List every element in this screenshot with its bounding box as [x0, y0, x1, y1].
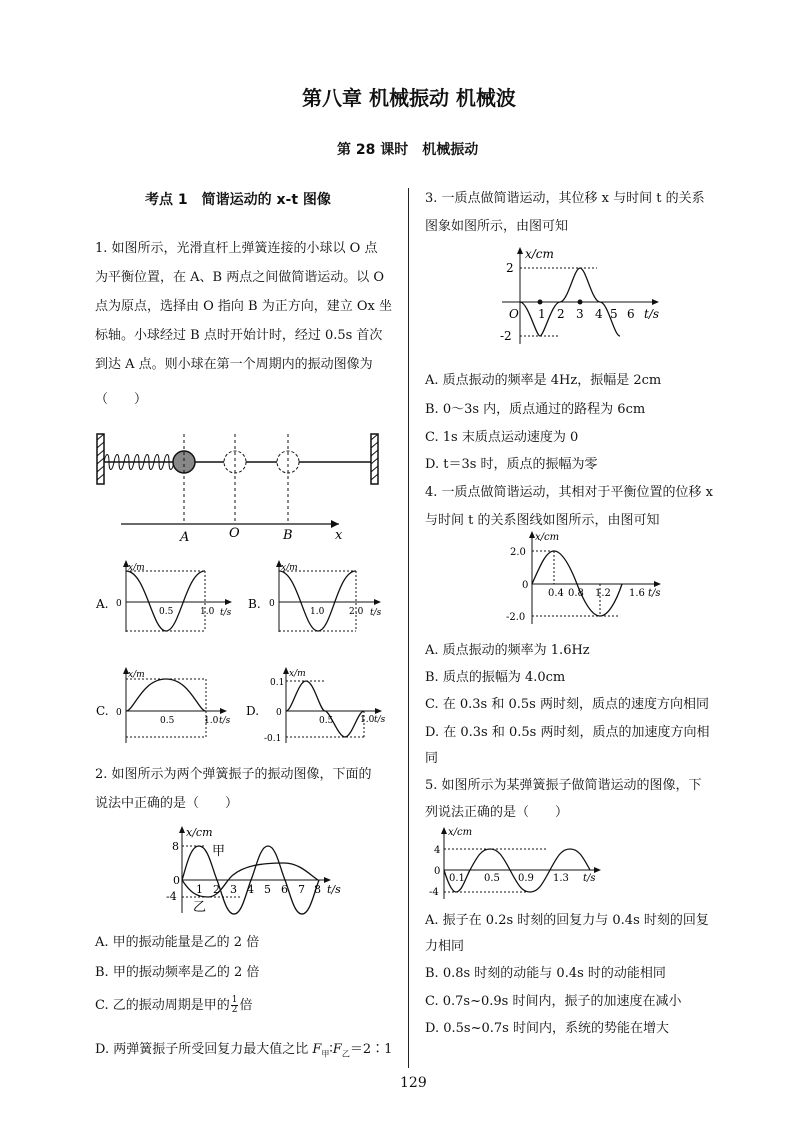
question-2-option-d[interactable]: D. 两弹簧振子所受回复力最大值之比 $F_甲∶F_乙=2∶1$: [95, 1042, 393, 1059]
spring-oscillator-figure: [95, 428, 385, 548]
label-b: B: [283, 528, 293, 543]
tick-label: 2: [506, 261, 514, 275]
origin-label: 0: [522, 580, 529, 591]
axis-label: x/cm: [535, 532, 560, 543]
option-letter: A.: [96, 597, 109, 611]
axis-label: t/s: [370, 608, 382, 618]
option-b-graph[interactable]: [248, 558, 398, 638]
tick-label: 1.6: [629, 588, 645, 599]
left-wall: [97, 434, 104, 484]
question-5-option-c[interactable]: C. 0.7s~0.9s 时间内，振子的加速度在减小: [425, 994, 682, 1009]
axis-label: t/s: [219, 716, 231, 726]
question-1-line: 到达 A 点。则小球在第一个周期内的振动图像为: [95, 357, 373, 372]
axis-label: x/cm: [186, 826, 213, 839]
axis-label: t/s: [644, 307, 660, 321]
question-2-line: 2. 如图所示为两个弹簧振子的振动图像，下面的: [95, 767, 372, 782]
option-d-curve: [286, 681, 364, 737]
question-3-option-b[interactable]: B. 0～3s 内，质点通过的路程为 6cm: [425, 402, 646, 417]
tick-label: 5: [264, 883, 271, 896]
question-4-line: 4. 一质点做简谐运动，其相对于平衡位置的位移 x: [425, 485, 713, 500]
question-1-line: 为平衡位置，在 A、B 两点之间做简谐运动。以 O: [95, 270, 384, 285]
origin-label: 0: [173, 874, 180, 887]
tick-label: 0.5: [484, 873, 500, 884]
tick-label: 3: [230, 883, 237, 896]
question-3-line: 图象如图所示，由图可知: [425, 219, 569, 234]
tick-label: 0.4: [548, 588, 564, 599]
question-4-graph: [498, 528, 673, 628]
tick-label: 8: [314, 883, 321, 896]
question-2-graph: [160, 823, 360, 915]
x-tick-labels: [449, 873, 569, 884]
question-5-option-a-cont: 力相同: [425, 939, 465, 954]
option-letter: C.: [96, 704, 109, 718]
right-wall: [371, 434, 378, 484]
question-2-line: 说法中正确的是（ ）: [95, 796, 239, 811]
label-jia: 甲: [212, 844, 226, 859]
label-x: x: [335, 528, 343, 543]
question-5-graph: [428, 825, 608, 903]
question-3-option-c[interactable]: C. 1s 末质点运动速度为 0: [425, 430, 579, 445]
origin-label: 0: [269, 599, 275, 609]
tick-label: 2.0: [510, 547, 526, 558]
tick-label: 4: [595, 307, 603, 321]
question-3-graph: [492, 244, 672, 346]
axis-label: t/s: [583, 873, 596, 884]
option-text: 倍: [239, 998, 253, 1013]
question-3-option-a[interactable]: A. 质点振动的频率是 4Hz，振幅是 2cm: [425, 373, 662, 388]
tick-label: 8: [172, 840, 179, 853]
option-text: C. 乙的振动周期是甲的: [95, 998, 230, 1013]
origin-label: 0: [276, 708, 282, 718]
question-5-option-a[interactable]: A. 振子在 0.2s 时刻的回复力与 0.4s 时刻的回复: [425, 913, 709, 928]
option-text: D. 两弹簧振子所受回复力最大值之比: [95, 1042, 309, 1057]
tick-label: 0.5: [160, 716, 175, 726]
tick-label: 4: [434, 845, 441, 856]
column-divider: [408, 188, 409, 1068]
origin-label: O: [509, 307, 519, 321]
question-2-option-b[interactable]: B. 甲的振动频率是乙的 2 倍: [95, 965, 260, 980]
tick-label: -4: [429, 887, 439, 898]
tick-label: -2.0: [506, 612, 526, 623]
tick-label: 3: [576, 307, 584, 321]
option-a-curve: [126, 571, 205, 631]
axis-label: t/s: [327, 883, 341, 896]
tick-label: 1: [538, 307, 546, 321]
axis-label: x/m: [128, 563, 145, 573]
option-c-curve: [126, 679, 206, 711]
tick-label: 1.0: [204, 716, 219, 726]
axis-label: x/cm: [448, 827, 473, 838]
tick-label: 0.1: [449, 873, 465, 884]
tick-label: 5: [610, 307, 618, 321]
tick-label: -2: [500, 329, 512, 343]
question-5-option-d[interactable]: D. 0.5s~0.7s 时间内，系统的势能在增大: [425, 1021, 669, 1036]
option-letter: B.: [248, 597, 261, 611]
question-1-line: 点为原点，选择由 O 指向 B 为正方向，建立 Ox 坐: [95, 299, 392, 314]
axis-label: t/s: [648, 588, 661, 599]
tick-label: 0.5: [319, 716, 334, 726]
axis-label: x/m: [281, 563, 298, 573]
question-1-line: 1. 如图所示，光滑直杆上弹簧连接的小球以 O 点: [95, 241, 378, 256]
tick-label: 2.0: [349, 607, 364, 617]
fraction-one-half: $\frac{1}{2}$: [231, 995, 238, 1015]
tick-label: 2: [213, 883, 220, 896]
tick-label: 0.9: [518, 873, 534, 884]
axis-label: x/m: [128, 670, 145, 680]
label-yi: 乙: [193, 900, 207, 915]
question-4-option-d-cont: 同: [425, 751, 439, 766]
question-5-line: 5. 如图所示为某弹簧振子做简谐运动的图像，下: [425, 778, 702, 793]
axis-label: x/cm: [525, 247, 554, 261]
tick-label: 6: [281, 883, 288, 896]
question-4-option-d[interactable]: D. 在 0.3s 和 0.5s 两时刻，质点的加速度方向相: [425, 725, 710, 740]
question-2-option-c[interactable]: [95, 996, 253, 1015]
lesson-title: 第 28 课时 机械振动: [337, 142, 479, 158]
question-2-option-a[interactable]: A. 甲的振动能量是乙的 2 倍: [95, 935, 260, 950]
tick-label: 1.0: [200, 607, 215, 617]
question-5-option-b[interactable]: B. 0.8s 时刻的动能与 0.4s 时的动能相同: [425, 966, 666, 981]
question-4-option-b[interactable]: B. 质点的振幅为 4.0cm: [425, 670, 566, 685]
tick-label: 1.3: [553, 873, 569, 884]
tick-label: 0.5: [159, 607, 174, 617]
origin-label: 0: [434, 866, 441, 877]
tick-label: 1.2: [595, 588, 611, 599]
question-3-option-d[interactable]: D. t＝3s 时，质点的振幅为零: [425, 457, 598, 472]
question-5-line: 列说法正确的是（ ）: [425, 805, 569, 820]
question-1-line: 标轴。小球经过 B 点时开始计时，经过 0.5s 首次: [95, 328, 383, 343]
page-number: 129: [400, 1075, 427, 1091]
tick-label: 2: [557, 307, 565, 321]
question-4-option-a[interactable]: A. 质点振动的频率为 1.6Hz: [425, 643, 590, 658]
tick-label: 7: [298, 883, 305, 896]
tick-label: -4: [166, 890, 177, 903]
tick-label: 6: [627, 307, 635, 321]
option-c-graph[interactable]: [94, 665, 244, 745]
tick-label: -0.1: [264, 734, 282, 744]
x-tick-labels: [196, 883, 321, 896]
tick-label: 0.8: [568, 588, 584, 599]
x-tick-labels: [548, 588, 645, 599]
question-3-line: 3. 一质点做简谐运动，其位移 x 与时间 t 的关系: [425, 191, 705, 206]
label-a: A: [180, 530, 190, 545]
chapter-title: 第八章 机械振动 机械波: [302, 86, 516, 110]
tick-label: 0.1: [270, 678, 285, 688]
tick-label: 4: [247, 883, 254, 896]
tick-label: 1.0: [310, 607, 325, 617]
tick-label: 1: [196, 883, 203, 896]
tick-label: 1.0: [360, 715, 375, 725]
axis-label: t/s: [220, 608, 232, 618]
origin-label: 0: [116, 599, 122, 609]
option-a-graph[interactable]: [94, 558, 244, 638]
origin-label: 0: [116, 708, 122, 718]
option-d-graph[interactable]: [246, 665, 396, 745]
option-letter: D.: [246, 704, 260, 718]
question-4-line: 与时间 t 的关系图线如图所示，由图可知: [425, 513, 660, 528]
question-1-answer-blank: （ ）: [95, 392, 148, 407]
axis-label: t/s: [374, 715, 386, 725]
section-title: 考点 1 简谐运动的 x-t 图像: [145, 192, 331, 208]
option-b-curve: [279, 571, 356, 631]
axis-label: x/m: [289, 669, 306, 679]
label-o: O: [229, 526, 240, 541]
question-4-option-c[interactable]: C. 在 0.3s 和 0.5s 两时刻，质点的速度方向相同: [425, 697, 709, 712]
